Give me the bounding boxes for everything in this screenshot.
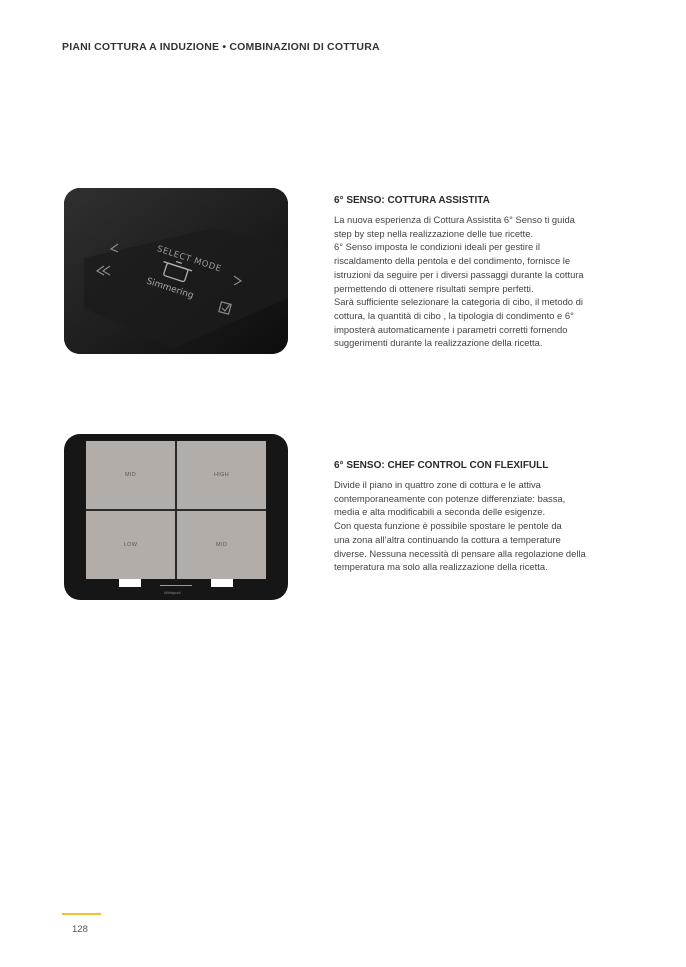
body-line: temperatura ma solo alla realizzazione della ricetta. [334, 561, 548, 573]
header-title: PIANI COTTURA A INDUZIONE • COMBINAZIONI DI COTTURA [62, 41, 380, 53]
flexifull-zones-image [64, 434, 288, 600]
body-line: imposterà automaticamente i parametri corretti fornendo [334, 323, 568, 335]
control-button-right [211, 579, 233, 587]
section-title: 6° SENSO: CHEF CONTROL CON FLEXIFULL [334, 460, 549, 471]
select-mode-text: SELECT MODE [155, 244, 223, 275]
body-line: step by step nella realizzazione delle tue ricette. [334, 227, 534, 239]
body-line: contemporaneamente con potenze differenziate: bassa, [334, 492, 566, 504]
body-line: Sarà sufficiente selezionare la categoria di cibo, il metodo di [334, 296, 583, 308]
zone-top-left: MID [86, 441, 175, 509]
body-line: La nuova esperienza di Cottura Assistita 6° Senso ti guida [334, 214, 575, 225]
zone-bottom-right: MID [177, 511, 266, 579]
control-slider [160, 585, 192, 586]
brand-logo: Whirlpool [164, 590, 181, 595]
body-line: riscaldamento della pentola e del condimento, fornisce le [334, 255, 571, 267]
simmering-text: Simmering [145, 276, 195, 302]
body-line: una zona all’altra continuando la cottura a temperature [334, 533, 561, 545]
body-line: cottura, la quantità di cibo , la tipologia di condimento e 6° [334, 309, 574, 321]
body-line: istruzioni da seguire per i diversi passaggi durante la cottura [334, 268, 584, 280]
zone-top-right: HIGH [177, 441, 266, 509]
footer-accent-line [62, 913, 101, 915]
zone-bottom-left: LOW [86, 511, 175, 579]
page-number: 128 [72, 924, 88, 935]
body-line: permettendo di ottenere risultati sempre perfetti. [334, 282, 534, 294]
body-line: 6° Senso imposta le condizioni ideali per gestire il [334, 241, 540, 253]
cooktop-display-image [64, 188, 288, 354]
section-title: 6° SENSO: COTTURA ASSISTITA [334, 195, 490, 206]
body-line: diverse. Nessuna necessità di pensare alla regolazione della [334, 547, 586, 559]
section-body [334, 478, 630, 574]
body-line: Divide il piano in quattro zone di cottura e le attiva [334, 479, 541, 490]
section-cottura-assistita [62, 188, 632, 358]
body-line: Con questa funzione è possibile spostare le pentole da [334, 520, 562, 532]
body-line: media e alta modificabili a seconda delle esigenze. [334, 506, 546, 518]
body-line: suggerimenti durante la realizzazione della ricetta. [334, 337, 543, 349]
text-cottura-assistita [334, 195, 630, 350]
section-chef-control [62, 434, 632, 604]
control-button-left [119, 579, 141, 587]
cooking-zones-grid [86, 441, 266, 579]
select-mode-display-graphic [64, 188, 288, 354]
text-chef-control [334, 460, 630, 574]
section-body [334, 213, 630, 350]
